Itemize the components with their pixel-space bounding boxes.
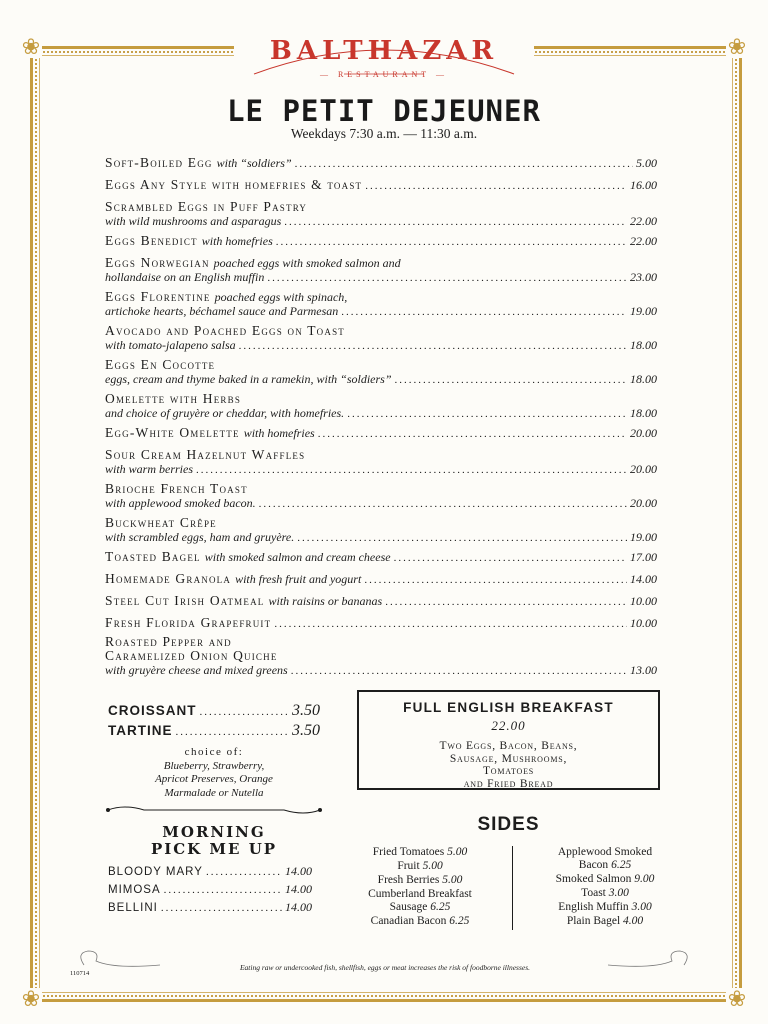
side-name: Cumberland Breakfast bbox=[368, 888, 472, 900]
menu-item-name: Eggs Any Style with homefries & toast bbox=[105, 177, 363, 192]
full-english-price: 22.00 bbox=[491, 718, 526, 733]
menu-item-desc: with tomato-jalapeno salsa bbox=[105, 338, 236, 352]
menu-item-name: Egg-White Omelette bbox=[105, 425, 240, 440]
choice-option: Marmalade or Nutella bbox=[164, 786, 264, 799]
menu-item-desc: with raisins or bananas bbox=[268, 594, 383, 608]
menu-item-price: 13.00 bbox=[630, 663, 657, 677]
side-item bbox=[345, 915, 495, 928]
side-name: Fresh Berries bbox=[377, 874, 440, 886]
side-price: 3.00 bbox=[631, 901, 652, 913]
menu-item-price: 18.00 bbox=[630, 338, 657, 352]
leader-dots bbox=[364, 573, 627, 587]
side-item bbox=[345, 874, 495, 887]
side-name: Toast bbox=[581, 887, 606, 899]
pick-me-up-title-line: PICK ME UP bbox=[150, 840, 278, 858]
pastry-name: TARTINE bbox=[108, 723, 173, 738]
side-name: Fried Tomatoes bbox=[372, 846, 445, 858]
menu-item bbox=[105, 392, 657, 421]
menu-item bbox=[105, 256, 657, 285]
choice-option: Blueberry, Strawberry, bbox=[163, 759, 265, 772]
menu-item bbox=[105, 616, 657, 631]
side-price: 5.00 bbox=[422, 860, 443, 872]
menu-item-price: 18.00 bbox=[630, 372, 657, 386]
menu-item-desc: with fresh fruit and yogurt bbox=[235, 572, 362, 586]
full-english-desc-line: Tomatoes bbox=[482, 765, 535, 777]
full-english-title: FULL ENGLISH BREAKFAST bbox=[403, 700, 614, 715]
sides-title: SIDES bbox=[477, 814, 540, 835]
menu-item-price: 19.00 bbox=[630, 304, 657, 318]
menu-item-name: Omelette with Herbs bbox=[105, 391, 242, 406]
menu-item-price: 20.00 bbox=[630, 496, 657, 510]
side-item bbox=[530, 873, 680, 886]
leader-dots bbox=[239, 339, 627, 353]
menu-item-desc: artichoke hearts, béchamel sauce and Parmesan bbox=[105, 304, 339, 318]
menu-item-name: Roasted Pepper and bbox=[105, 634, 232, 649]
corner-ornament-icon: ❀ bbox=[727, 986, 747, 1011]
menu-item-price: 14.00 bbox=[630, 572, 657, 586]
corner-ornament-icon: ❀ bbox=[727, 34, 747, 59]
side-name: Applewood Smoked bbox=[557, 846, 653, 858]
menu-item bbox=[105, 448, 657, 477]
menu-item bbox=[105, 156, 657, 171]
menu-item-name: Eggs Florentine bbox=[105, 289, 211, 304]
pastry-item bbox=[108, 722, 320, 740]
side-item bbox=[345, 888, 495, 914]
menu-item-price: 22.00 bbox=[630, 214, 657, 228]
brand-logo bbox=[234, 30, 534, 90]
menu-item-desc: hollandaise on an English muffin bbox=[105, 270, 265, 284]
leader-dots bbox=[291, 664, 627, 678]
drink-price: 14.00 bbox=[285, 882, 312, 896]
side-item bbox=[530, 915, 680, 928]
full-english-desc-line: Two Eggs, Bacon, Beans, bbox=[439, 740, 578, 752]
menu-item bbox=[105, 594, 657, 609]
page-title: LE PETIT DEJEUNER bbox=[227, 94, 541, 128]
side-item bbox=[530, 887, 680, 900]
leader-dots bbox=[295, 157, 633, 171]
drink-name: BELLINI bbox=[108, 902, 158, 914]
menu-item-desc: with smoked salmon and cream cheese bbox=[204, 550, 391, 564]
menu-item bbox=[105, 572, 657, 587]
leader-dots bbox=[259, 497, 627, 511]
menu-item-price: 18.00 bbox=[630, 406, 657, 420]
menu-item-desc: with homefries bbox=[201, 234, 273, 248]
side-item bbox=[530, 846, 680, 872]
leader-dots bbox=[267, 271, 627, 285]
pastry-price: 3.50 bbox=[292, 702, 320, 719]
side-price: 6.25 bbox=[611, 859, 632, 871]
side-name: Canadian Bacon bbox=[370, 915, 447, 927]
side-item bbox=[530, 901, 680, 914]
side-name: Bacon bbox=[578, 859, 609, 871]
menu-item-name: Fresh Florida Grapefruit bbox=[105, 615, 272, 630]
choice-option: Apricot Preserves, Orange bbox=[155, 773, 273, 785]
menu-item bbox=[105, 234, 657, 249]
side-price: 5.00 bbox=[442, 874, 463, 886]
side-name: Sausage bbox=[389, 901, 428, 913]
menu-item bbox=[105, 324, 657, 353]
menu-item-price: 20.00 bbox=[630, 426, 657, 440]
menu-item-desc: with gruyère cheese and mixed greens bbox=[105, 663, 288, 677]
full-english-desc-line: Sausage, Mushrooms, bbox=[449, 752, 568, 765]
brand-subtitle: — RESTAURANT — bbox=[319, 70, 449, 79]
side-price: 3.00 bbox=[608, 887, 629, 899]
menu-item-price: 10.00 bbox=[630, 594, 657, 608]
pastry-choices bbox=[108, 746, 320, 800]
menu-item-name: Avocado and Poached Eggs on Toast bbox=[105, 323, 345, 338]
menu-item bbox=[105, 516, 657, 545]
menu-item-name: Scrambled Eggs in Puff Pastry bbox=[105, 199, 308, 214]
menu-item-desc: with homefries bbox=[243, 426, 315, 440]
health-warning: Eating raw or undercooked fish, shellfish, eggs or meat increases the risk of foodborne illnesses. bbox=[239, 963, 531, 972]
menu-item-name: Steel Cut Irish Oatmeal bbox=[105, 593, 265, 608]
menu-item bbox=[105, 635, 657, 678]
menu-item-name: Caramelized Onion Quiche bbox=[105, 648, 278, 663]
menu-item-price: 10.00 bbox=[630, 616, 657, 630]
menu-item-desc: with wild mushrooms and asparagus bbox=[105, 214, 282, 228]
menu-item-name: Buckwheat Crêpe bbox=[105, 515, 217, 530]
drink-price: 14.00 bbox=[285, 900, 312, 914]
menu-item-price: 5.00 bbox=[636, 156, 657, 170]
pastry-price: 3.50 bbox=[292, 722, 320, 739]
corner-ornament-icon: ❀ bbox=[21, 986, 41, 1011]
side-price: 9.00 bbox=[634, 873, 655, 885]
menu-item-name: Homemade Granola bbox=[105, 571, 232, 586]
sides-left-column bbox=[345, 846, 495, 929]
menu-item-desc: with “soldiers” bbox=[216, 156, 292, 170]
menu-item-desc: with warm berries bbox=[105, 462, 194, 476]
drink-item bbox=[108, 900, 312, 915]
leader-dots bbox=[297, 531, 627, 545]
menu-item-name: Brioche French Toast bbox=[105, 481, 248, 496]
menu-item bbox=[105, 426, 657, 441]
drink-name: MIMOSA bbox=[108, 884, 161, 896]
leader-dots bbox=[395, 373, 627, 387]
menu-item-desc: poached eggs with spinach, bbox=[214, 290, 348, 304]
menu-item-desc: with applewood smoked bacon. bbox=[105, 496, 256, 510]
drink-name: BLOODY MARY bbox=[108, 866, 203, 878]
flourish-divider-icon bbox=[104, 804, 324, 816]
menu-item-price: 23.00 bbox=[630, 270, 657, 284]
page-hours: Weekdays 7:30 a.m. — 11:30 a.m. bbox=[290, 126, 478, 141]
menu-item-name: Soft-Boiled Egg bbox=[105, 155, 213, 170]
leader-dots bbox=[274, 617, 627, 631]
drink-item bbox=[108, 864, 312, 879]
full-english-desc bbox=[379, 740, 638, 790]
side-price: 4.00 bbox=[623, 915, 644, 927]
menu-item-price: 16.00 bbox=[630, 178, 657, 192]
menu-item bbox=[105, 550, 657, 565]
leader-dots bbox=[284, 215, 627, 229]
pastry-item bbox=[108, 702, 320, 720]
leader-dots bbox=[394, 551, 627, 565]
leader-dots bbox=[276, 235, 627, 249]
menu-item-desc: eggs, cream and thyme baked in a ramekin, with “soldiers” bbox=[105, 372, 392, 386]
menu-item-name: Eggs Norwegian bbox=[105, 255, 210, 270]
side-price: 6.25 bbox=[430, 901, 451, 913]
side-name: Plain Bagel bbox=[566, 915, 621, 927]
side-name: Smoked Salmon bbox=[555, 873, 632, 885]
leader-dots bbox=[347, 407, 627, 421]
leader-dots bbox=[385, 595, 627, 609]
menu-item-price: 22.00 bbox=[630, 234, 657, 248]
leader-dots bbox=[365, 179, 627, 193]
menu-item bbox=[105, 482, 657, 511]
menu-item-name: Eggs Benedict bbox=[105, 233, 198, 248]
menu-item-price: 20.00 bbox=[630, 462, 657, 476]
full-english-box bbox=[357, 690, 660, 790]
menu-item bbox=[105, 358, 657, 387]
choice-label: choice of: bbox=[184, 746, 244, 758]
menu-item-name: Eggs En Cocotte bbox=[105, 357, 216, 372]
menu-item-desc: and choice of gruyère or cheddar, with homefries. bbox=[105, 406, 345, 420]
menu-item-price: 19.00 bbox=[630, 530, 657, 544]
side-item bbox=[345, 846, 495, 859]
side-price: 6.25 bbox=[449, 915, 470, 927]
menu-item-name: Sour Cream Hazelnut Waffles bbox=[105, 447, 306, 462]
drink-item bbox=[108, 882, 312, 897]
menu-item-name: Toasted Bagel bbox=[105, 549, 201, 564]
side-name: English Muffin bbox=[558, 901, 629, 913]
menu-item bbox=[105, 178, 657, 193]
sides-divider bbox=[512, 846, 513, 930]
menu-code: 110714 bbox=[70, 970, 90, 977]
sides-right-column bbox=[530, 846, 680, 929]
corner-ornament-icon: ❀ bbox=[21, 34, 41, 59]
side-name: Fruit bbox=[397, 860, 420, 872]
brand-name: BALTHAZAR bbox=[269, 36, 499, 66]
menu-item-desc: with scrambled eggs, ham and gruyère. bbox=[105, 530, 295, 544]
leader-dots bbox=[341, 305, 627, 319]
side-item bbox=[345, 860, 495, 873]
drink-price: 14.00 bbox=[285, 864, 312, 878]
pick-me-up-title-line: MORNING bbox=[162, 823, 266, 841]
side-price: 5.00 bbox=[447, 846, 468, 858]
menu-item-price: 17.00 bbox=[630, 550, 657, 564]
menu-item bbox=[105, 200, 657, 229]
pastry-name: CROISSANT bbox=[108, 703, 197, 718]
pick-me-up-title bbox=[108, 824, 320, 858]
menu-item bbox=[105, 290, 657, 319]
leader-dots bbox=[318, 427, 627, 441]
full-english-desc-line: and Fried Bread bbox=[463, 777, 554, 790]
menu-item-desc: poached eggs with smoked salmon and bbox=[213, 256, 401, 270]
leader-dots bbox=[196, 463, 627, 477]
